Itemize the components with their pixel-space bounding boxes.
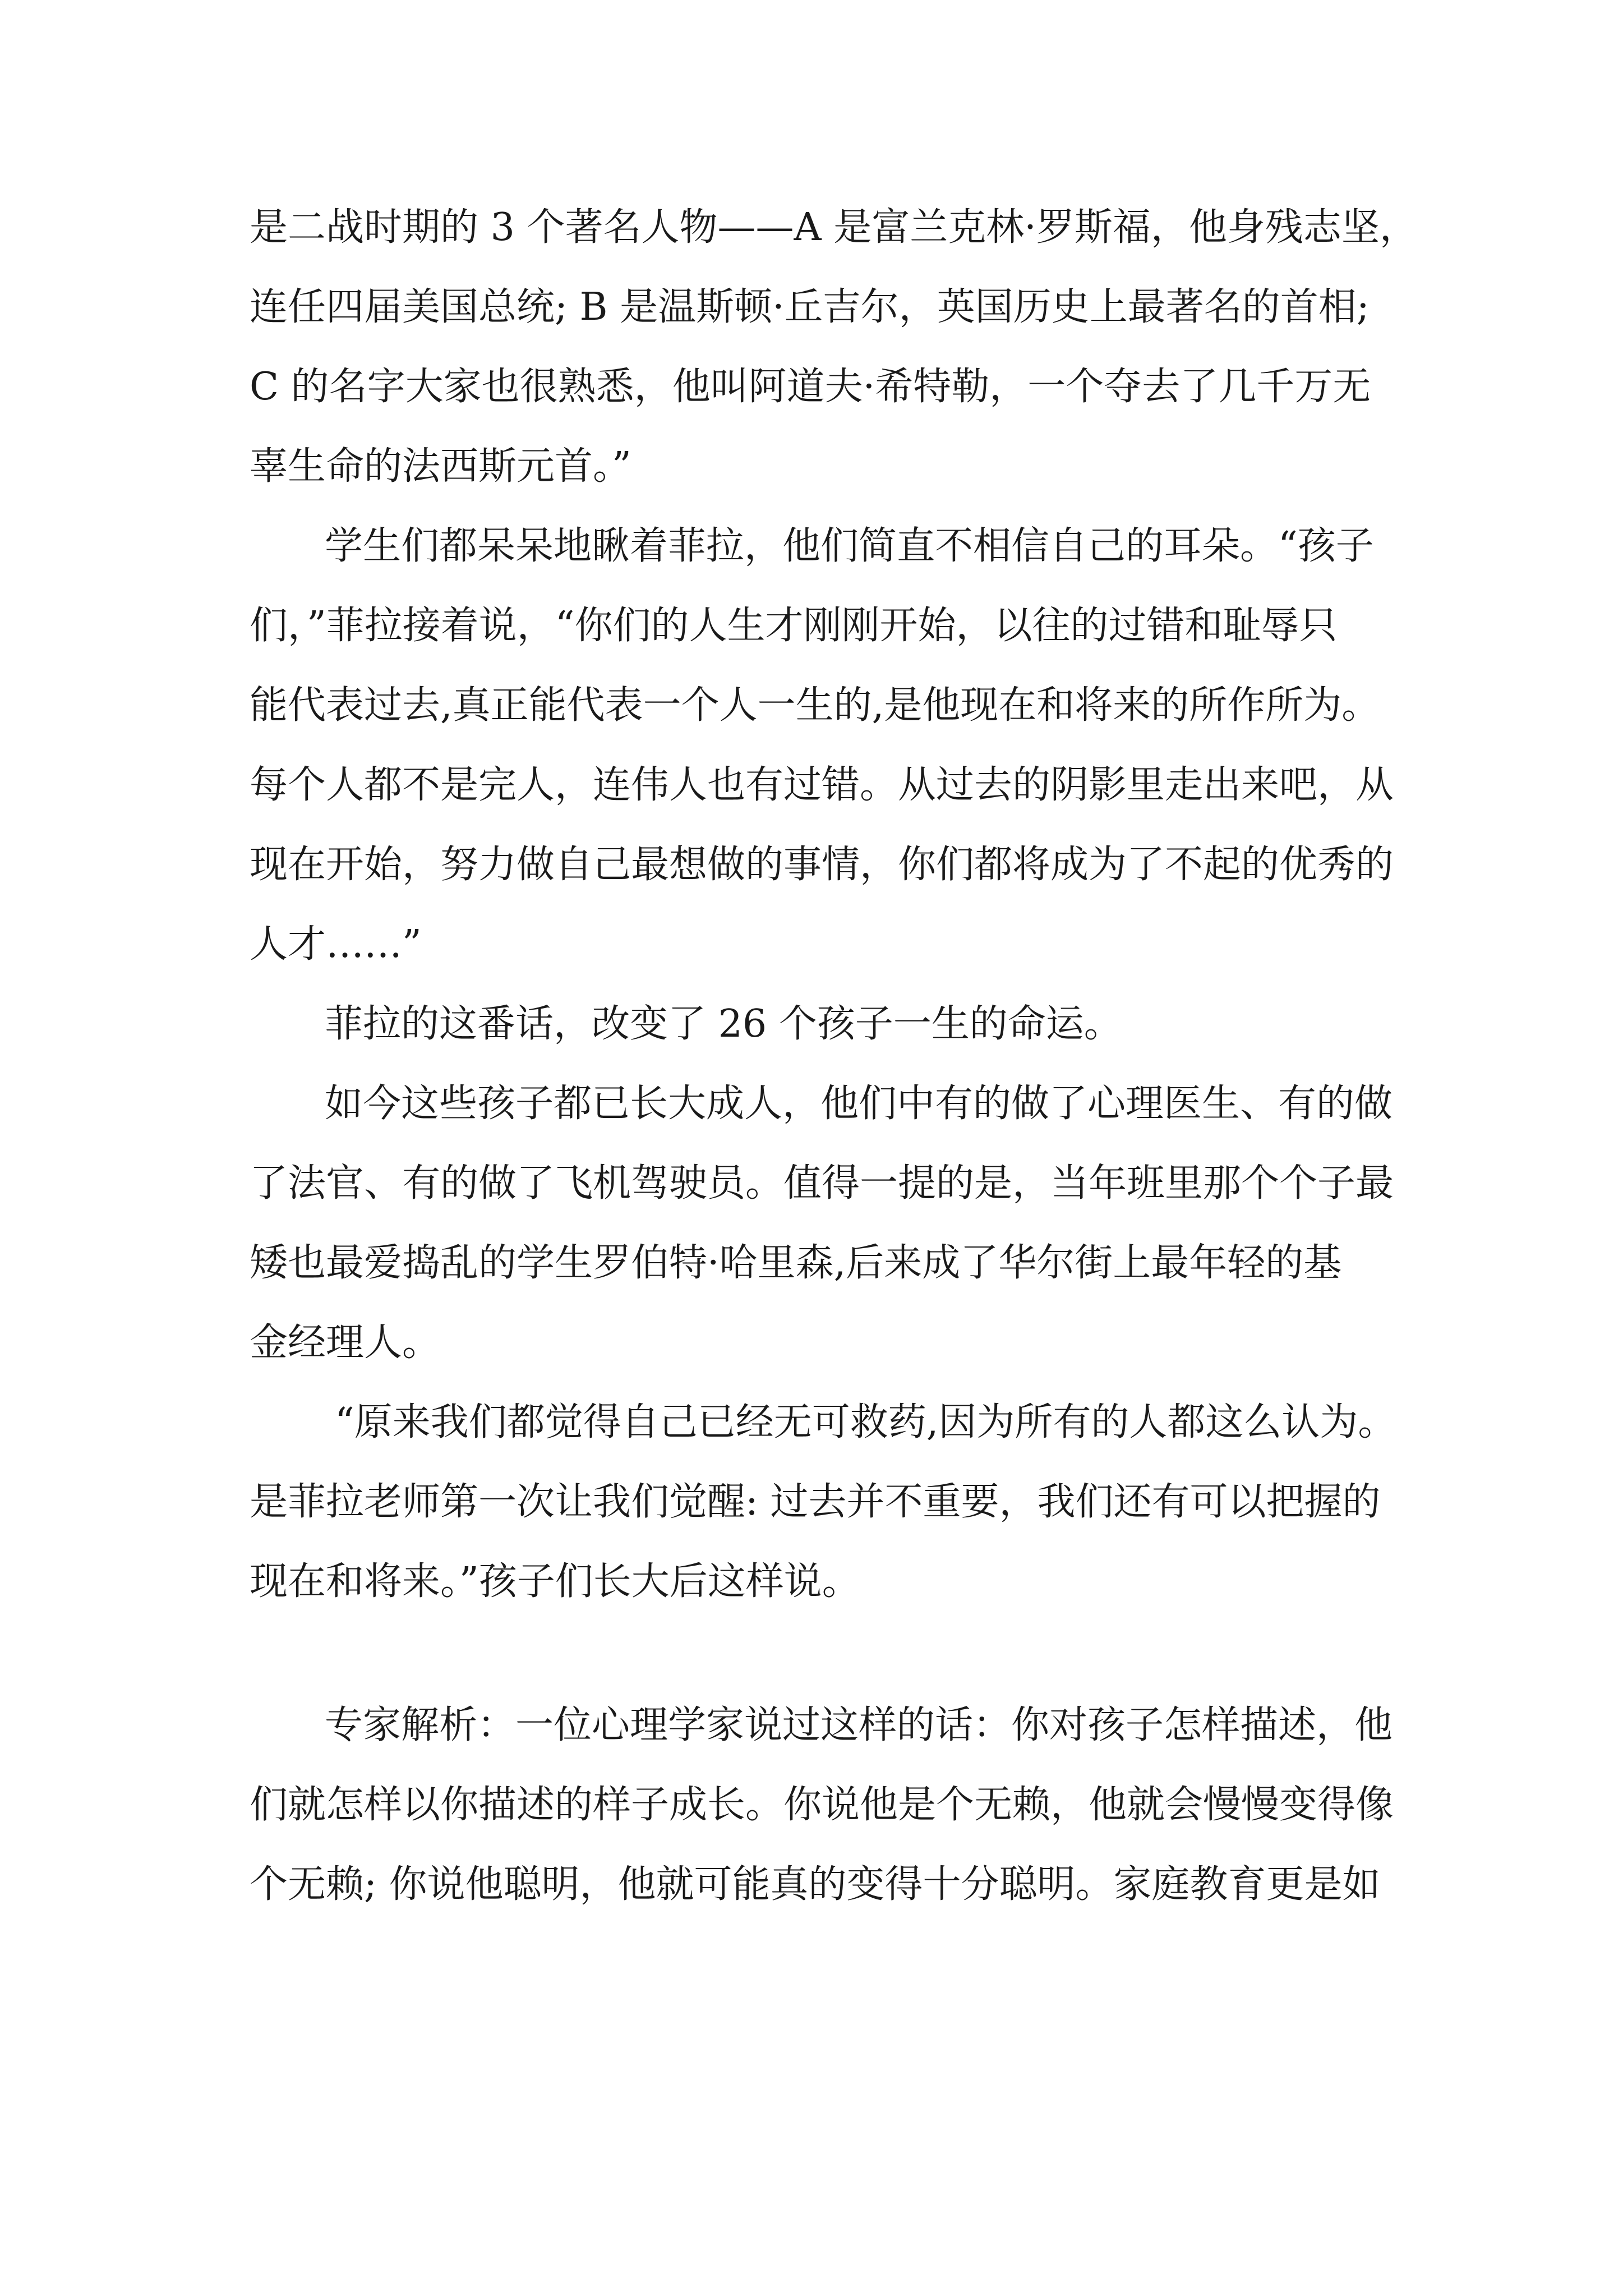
- text-line: 矮也最爱捣乱的学生罗伯特·哈里森,后来成了华尔街上最年轻的基: [250, 1241, 1342, 1285]
- text-line: 金经理人。: [250, 1320, 441, 1365]
- text-line: 是菲拉老师第一次让我们觉醒: 过去并不重要，我们还有可以把握的: [250, 1480, 1381, 1524]
- text-line: 人才……”: [250, 922, 422, 967]
- text-line: 是二战时期的 3 个著名人物——A 是富兰克林·罗斯福，他身残志坚，: [250, 205, 1418, 250]
- text-line: 们就怎样以你描述的样子成长。你说他是个无赖，他就会慢慢变得像: [250, 1783, 1394, 1827]
- text-line: C 的名字大家也很熟悉，他叫阿道夫·希特勒，一个夺去了几千万无: [250, 365, 1371, 409]
- text-line: 每个人都不是完人，连伟人也有过错。从过去的阴影里走出来吧，从: [250, 763, 1394, 807]
- text-line: 学生们都呆呆地瞅着菲拉，他们简直不相信自己的耳朵。“孩子: [325, 524, 1374, 568]
- text-line: 辜生命的法西斯元首。”: [250, 444, 631, 489]
- text-line: 现在和将来。”孩子们长大后这样说。: [250, 1559, 860, 1604]
- text-line: 现在开始，努力做自己最想做的事情，你们都将成为了不起的优秀的: [250, 843, 1394, 887]
- text-line: 能代表过去,真正能代表一个人一生的,是他现在和将来的所作所为。: [250, 683, 1380, 728]
- text-line: “原来我们都觉得自己已经无可救药,因为所有的人都这么认为。: [335, 1400, 1396, 1444]
- text-line: 如今这些孩子都已长大成人，他们中有的做了心理医生、有的做: [325, 1082, 1393, 1126]
- text-line: 了法官、有的做了飞机驾驶员。值得一提的是，当年班里那个个子最: [250, 1161, 1394, 1205]
- text-line: 们，”菲拉接着说，“你们的人生才刚刚开始，以往的过错和耻辱只: [250, 604, 1338, 648]
- text-line: 个无赖; 你说他聪明，他就可能真的变得十分聪明。家庭教育更是如: [250, 1862, 1381, 1907]
- text-line: 连任四届美国总统; B 是温斯顿·丘吉尔，英国历史上最著名的首相;: [250, 285, 1370, 329]
- text-line: 专家解析：一位心理学家说过这样的话：你对孩子怎样描述，他: [325, 1703, 1393, 1747]
- text-line: 菲拉的这番话，改变了 26 个孩子一生的命运。: [325, 1002, 1122, 1046]
